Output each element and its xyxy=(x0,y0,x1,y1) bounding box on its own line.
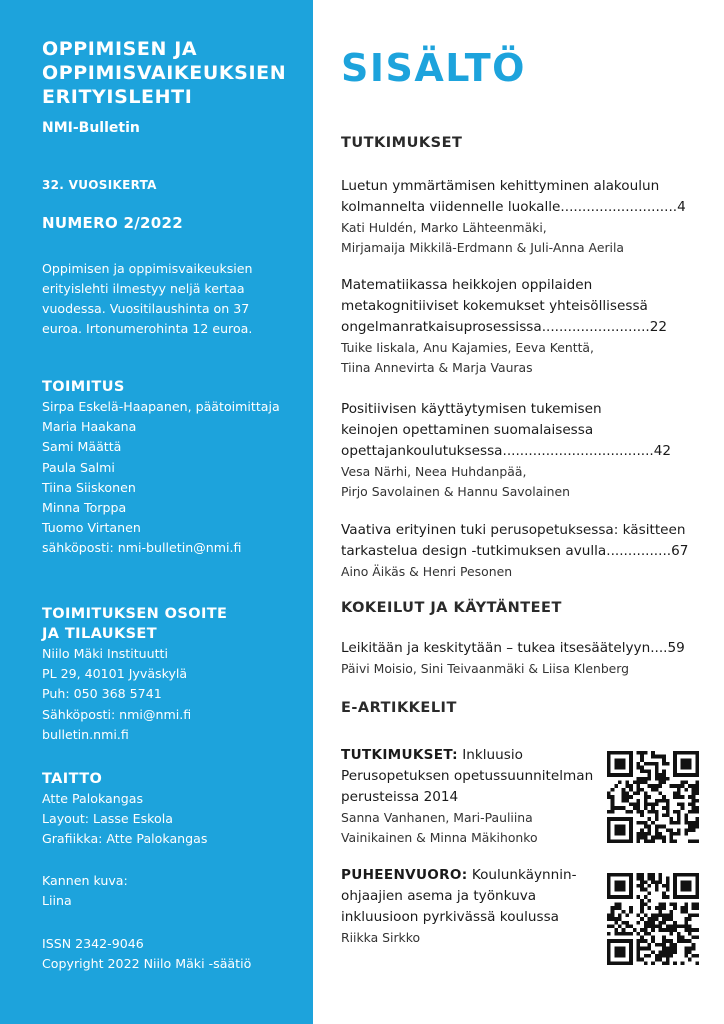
address-email: Sähköposti: nmi@nmi.fi xyxy=(42,706,192,722)
editorial-section xyxy=(42,377,280,559)
cover-credit xyxy=(42,871,128,911)
contents-panel xyxy=(313,0,724,1024)
article-title-line: perusteissa 2014 xyxy=(341,789,459,805)
issue-number: NUMERO 2/2022 xyxy=(42,214,183,232)
layout-heading: TAITTO xyxy=(42,771,103,787)
leader-dots: ........................... xyxy=(560,199,678,215)
article-title xyxy=(341,638,697,659)
address-heading-line: TOIMITUKSEN OSOITE xyxy=(42,606,228,622)
article-title xyxy=(341,399,697,462)
toc-entry[interactable] xyxy=(341,176,697,258)
editorial-member: Sirpa Eskelä-Haapanen, päätoimittaja xyxy=(42,399,280,414)
article-title-line: Vaativa erityinen tuki perusopetuksessa: käsitteen xyxy=(341,522,686,538)
layout-line: Grafiikka: Atte Palokangas xyxy=(42,831,208,847)
page-title: SISÄLTÖ xyxy=(341,46,526,90)
journal-title-line: OPPIMISVAIKEUKSIEN xyxy=(42,62,287,84)
article-authors xyxy=(341,562,697,582)
article-authors xyxy=(341,462,697,502)
copyright: Copyright 2022 Niilo Mäki -säätiö xyxy=(42,956,252,972)
author-line: Vainikainen & Minna Mäkihonko xyxy=(341,830,538,845)
journal-title-line: OPPIMISEN JA xyxy=(42,38,198,60)
article-title-text: opettajankoulutuksessa xyxy=(341,443,503,459)
author-line: Kati Huldén, Marko Lähteenmäki, xyxy=(341,220,547,235)
article-title xyxy=(341,275,697,338)
editorial-member: Tiina Siiskonen xyxy=(42,479,136,495)
journal-description: Oppimisen ja oppimisvaikeuksien erityislehti ilmestyy neljä kertaa vuodessa. Vuositilaushinta on 37 euroa. Irtonumerohinta 12 euroa. xyxy=(42,261,253,336)
section-heading-e-articles: E-ARTIKKELIT xyxy=(341,700,457,716)
article-title-line: Matematiikassa heikkojen oppilaiden xyxy=(341,277,593,293)
page-number: 22 xyxy=(649,319,668,335)
editorial-email: sähköposti: nmi-bulletin@nmi.fi xyxy=(42,540,242,556)
article-title-line: keinojen opettaminen suomalaisessa xyxy=(341,422,594,438)
leader-dots: ......................... xyxy=(541,319,650,335)
author-line: Tiina Annevirta & Marja Vauras xyxy=(341,360,533,375)
article-title-text: Inkluusio xyxy=(462,747,523,763)
qr-code-icon[interactable] xyxy=(607,873,699,965)
toc-entry[interactable] xyxy=(341,638,697,679)
address-heading-line: JA TILAUKSET xyxy=(42,626,158,642)
leader-dots: ................................... xyxy=(502,443,654,459)
article-authors xyxy=(341,659,697,679)
article-title-line: Perusopetuksen opetussuunnitelman xyxy=(341,768,594,784)
article-title-text: Koulunkäynnin- xyxy=(471,867,577,883)
author-line: Tuike Iiskala, Anu Kajamies, Eeva Kenttä, xyxy=(341,340,594,355)
article-title-line: Positiivisen käyttäytymisen tukemisen xyxy=(341,401,602,417)
author-line: Riikka Sirkko xyxy=(341,930,421,945)
cover-name: Liina xyxy=(42,893,72,909)
e-article-entry[interactable] xyxy=(341,865,611,948)
cover-label: Kannen kuva: xyxy=(42,873,128,888)
author-line: Vesa Närhi, Neea Huhdanpää, xyxy=(341,464,527,479)
article-title-line xyxy=(341,865,611,886)
layout-line: Layout: Lasse Eskola xyxy=(42,811,173,827)
address-phone: Puh: 050 368 5741 xyxy=(42,686,162,702)
page-number: 42 xyxy=(653,443,672,459)
editorial-members xyxy=(42,397,280,559)
toc-entry[interactable] xyxy=(341,275,697,378)
article-title-line: ohjaajien asema ja työnkuva xyxy=(341,888,537,904)
page-number: 59 xyxy=(667,640,685,656)
editorial-member: Paula Salmi xyxy=(42,459,115,475)
article-title-text: ongelmanratkaisuprosessissa xyxy=(341,319,542,335)
footer-info xyxy=(42,934,251,974)
sidebar xyxy=(0,0,313,1024)
layout-line: Atte Palokangas xyxy=(42,791,144,806)
e-article-entry[interactable] xyxy=(341,745,611,848)
article-title-line xyxy=(341,317,697,338)
article-title xyxy=(341,745,611,808)
author-line: Sanna Vanhanen, Mari-Pauliina xyxy=(341,810,533,825)
article-title-line: inkluusioon pyrkivässä koulussa xyxy=(341,909,560,925)
article-title xyxy=(341,176,697,218)
section-heading-experiments: KOKEILUT JA KÄYTÄNTEET xyxy=(341,600,562,616)
article-authors xyxy=(341,928,611,948)
leader-dots: .... xyxy=(650,640,668,656)
address-lines xyxy=(42,644,227,745)
article-title-line xyxy=(341,441,697,462)
article-authors xyxy=(341,808,611,848)
author-line: Pirjo Savolainen & Hannu Savolainen xyxy=(341,484,571,499)
issn: ISSN 2342-9046 xyxy=(42,936,144,951)
layout-lines xyxy=(42,789,207,850)
article-title-line xyxy=(341,638,697,659)
editorial-member: Maria Haakana xyxy=(42,419,137,435)
journal-subtitle: NMI-Bulletin xyxy=(42,120,140,136)
address-line: Niilo Mäki Instituutti xyxy=(42,646,168,661)
article-title-line: metakognitiiviset kokemukset yhteisöllisessä xyxy=(341,298,648,314)
article-title xyxy=(341,520,697,562)
journal-title-line: ERITYISLEHTI xyxy=(42,86,193,108)
leader-dots: ............... xyxy=(606,543,672,559)
author-line: Päivi Moisio, Sini Teivaanmäki & Liisa Klenberg xyxy=(341,661,630,676)
article-title-line: Luetun ymmärtämisen kehittyminen alakoulun xyxy=(341,178,660,194)
article-title-line xyxy=(341,745,611,766)
page-number: 4 xyxy=(677,199,686,215)
section-heading-research: TUTKIMUKSET xyxy=(341,135,463,151)
page-number: 67 xyxy=(671,543,689,559)
address-section xyxy=(42,604,227,745)
address-heading xyxy=(42,604,227,644)
article-title xyxy=(341,865,611,928)
editorial-member: Tuomo Virtanen xyxy=(42,520,141,536)
article-title-text: tarkastelua design -tutkimuksen avulla xyxy=(341,543,607,559)
journal-title xyxy=(42,37,286,109)
article-label: TUTKIMUKSET: xyxy=(341,747,458,763)
address-line: PL 29, 40101 Jyväskylä xyxy=(42,666,188,682)
author-line: Mirjamaija Mikkilä-Erdmann & Juli-Anna Aerila xyxy=(341,240,625,255)
article-title-line xyxy=(341,197,697,218)
toc-entry[interactable] xyxy=(341,520,697,582)
article-title-text: Leikitään ja keskitytään – tukea itsesäätelyyn xyxy=(341,640,651,656)
editorial-member: Minna Torppa xyxy=(42,500,127,516)
author-line: Aino Äikäs & Henri Pesonen xyxy=(341,564,513,579)
toc-entry[interactable] xyxy=(341,399,697,502)
article-label: PUHEENVUORO: xyxy=(341,867,468,883)
address-website: bulletin.nmi.fi xyxy=(42,726,129,742)
article-title-text: kolmannelta viidennelle luokalle xyxy=(341,199,561,215)
layout-section xyxy=(42,769,207,850)
article-authors xyxy=(341,218,697,258)
article-title-line xyxy=(341,541,697,562)
qr-code-icon[interactable] xyxy=(607,751,699,843)
editorial-member: Sami Määttä xyxy=(42,439,122,455)
editorial-heading: TOIMITUS xyxy=(42,379,125,395)
edition-label: 32. VUOSIKERTA xyxy=(42,178,157,192)
article-authors xyxy=(341,338,697,378)
